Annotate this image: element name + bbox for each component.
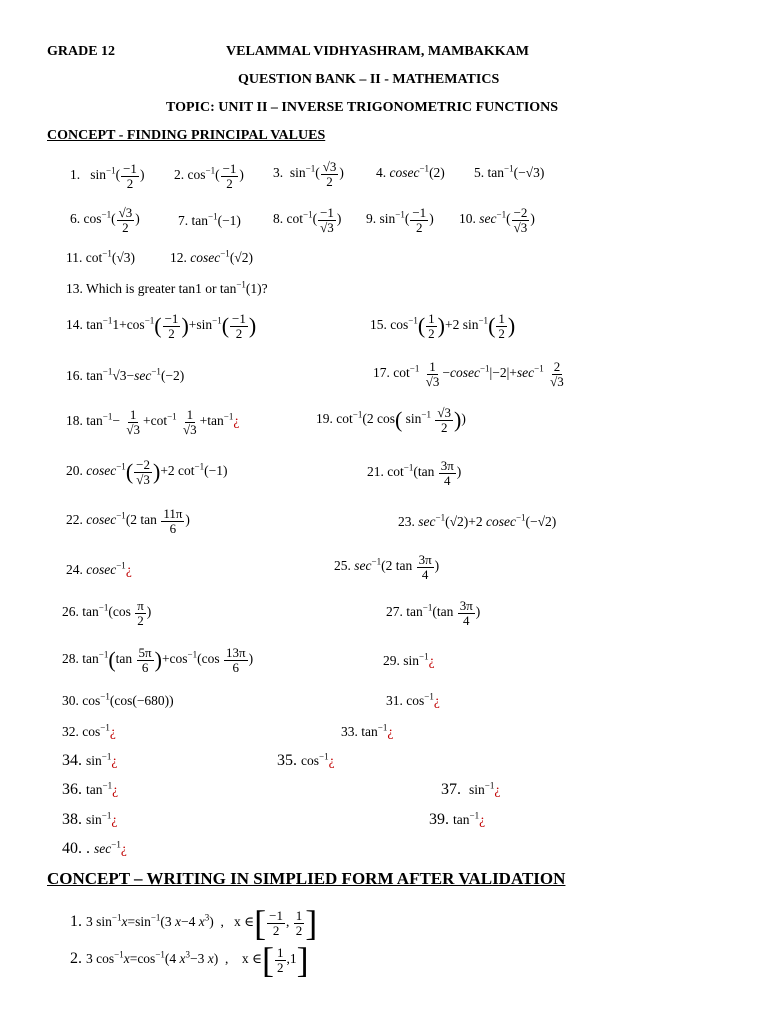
question-3: 3. $\sin^{-1}$( $\frac{√3}{2}$ ) bbox=[273, 159, 344, 189]
question-33: 33. $\tan^{-1}¿$ bbox=[341, 722, 394, 739]
simplify-question-1: 1. 3 $\sin^{-1}x=\sin^{-1}(3$ x−4 $x^3$) , x ∈[ $\frac{-1}{2}$ , $\frac{1}{2}$ ] bbox=[70, 903, 318, 943]
question-36: 36. $\tan^{-1}¿$ bbox=[62, 780, 119, 798]
question-10: 10. $\sec^{-1}$( $\frac{-2}{√3}$ ) bbox=[459, 205, 535, 235]
school-name: VELAMMAL VIDHYASHRAM, MAMBAKKAM bbox=[226, 44, 529, 59]
question-1: 1. $\sin^{-1}$( $\frac{-1}{2}$ ) bbox=[70, 161, 145, 191]
question-19: 19. $\cot^{-1}(2$ cos( $\sin^{-1}$ $\frac{√3}{2}$ )) bbox=[316, 405, 466, 435]
question-35: 35. $\cos^{-1}¿$ bbox=[277, 751, 335, 769]
question-16: 16. $\tan^{-1}√3-\sec^{-1}(-2)$ bbox=[66, 366, 185, 383]
question-28: 28. $\tan^{-1}(\tan$ $\frac{5\pi}{6}$ )$+\cos^{-1}(\cos$ $\frac{13\pi}{6}$ ) bbox=[62, 645, 254, 675]
question-bank-title: QUESTION BANK – II - MATHEMATICS bbox=[238, 72, 500, 87]
question-13: 13. Which is greater tan1 or $\tan^{-1}(1)$? bbox=[66, 279, 268, 296]
question-26: 26. $\tan^{-1}(\cos$ $\frac{\pi}{2}$ ) bbox=[62, 598, 152, 628]
question-15: 15. $\cos^{-1}$( $\frac{1}{2}$ )+2 $\sin^{-1}$( $\frac{1}{2}$ ) bbox=[370, 311, 516, 341]
question-25: 25. $\sec^{-1}(2$ tan $\frac{3\pi}{4}$ ) bbox=[334, 552, 440, 582]
question-30: 30. $\cos^{-1}(\cos(-680))$ bbox=[62, 691, 174, 708]
question-24: 24. cosec$^{-1}$¿ bbox=[66, 560, 132, 577]
question-34: 34. $\sin^{-1}¿$ bbox=[62, 751, 118, 769]
question-2: 2. $\cos^{-1}$( $\frac{-1}{2}$ ) bbox=[174, 161, 244, 191]
question-23: 23. $\sec^{-1}(√2)+2$ cosec$^{-1}$(−√2) bbox=[398, 512, 557, 529]
grade-label: GRADE 12 bbox=[47, 44, 116, 59]
topic-title: TOPIC: UNIT II – INVERSE TRIGONOMETRIC FUNCTIONS bbox=[166, 100, 559, 115]
question-27: 27. $\tan^{-1}(\tan$ $\frac{3\pi}{4}$ ) bbox=[386, 598, 481, 628]
question-20: 20. cosec$^{-1}$( $\frac{-2}{√3}$ )+2 $\cot^{-1}(-1)$ bbox=[66, 457, 228, 487]
question-21: 21. $\cot^{-1}(\tan$ $\frac{3\pi}{4}$ ) bbox=[367, 458, 462, 488]
simplify-question-2: 2. 3 $\cos^{-1}x=\cos^{-1}(4$ $x^3-3$ x) , x ∈[ $\frac{1}{2}$ ,1] bbox=[70, 940, 309, 980]
question-5: 5. $\tan^{-1}(-√3)$ bbox=[474, 163, 545, 180]
question-31: 31. $\cos^{-1}¿$ bbox=[386, 691, 440, 708]
question-17: 17. $\cot^{-1}$ $\frac{1}{√3}$ $-cosec^{-1}|-2|+\sec^{-1}$ $\frac{2}{√3}$ bbox=[373, 359, 564, 389]
question-14: 14. $\tan^{-1}1+\cos^{-1}$( $\frac{-1}{2}$ )$+\sin^{-1}$( $\frac{-1}{2}$ ) bbox=[66, 311, 257, 341]
question-18: 18. $\tan^{-1}-$ $\frac{1}{√3}$ $+\cot^{-1}$ $\frac{1}{√3}$ $+\tan^{-1}¿$ bbox=[66, 407, 240, 437]
section2-title: CONCEPT – WRITING IN SIMPLIED FORM AFTER VALIDATION bbox=[47, 869, 566, 888]
question-32: 32. $\cos^{-1}¿$ bbox=[62, 722, 116, 739]
question-4: 4. cosec$^{-1}$(2) bbox=[376, 163, 445, 180]
question-40: 40. . $\sec^{-1}¿$ bbox=[62, 839, 127, 857]
question-38: 38. $\sin^{-1}¿$ bbox=[62, 810, 118, 828]
question-22: 22. cosec$^{-1}$(2 tan $\frac{11\pi}{6}$ ) bbox=[66, 506, 190, 536]
question-12: 12. cosec$^{-1}$(√2) bbox=[170, 248, 253, 265]
section1-title: CONCEPT - FINDING PRINCIPAL VALUES bbox=[47, 128, 326, 143]
question-29: 29. $\sin^{-1}¿$ bbox=[383, 651, 435, 668]
question-39: 39. $\tan^{-1}¿$ bbox=[429, 810, 486, 828]
question-6: 6. $\cos^{-1}$( $\frac{√3}{2}$ ) bbox=[70, 205, 140, 235]
question-11: 11. $\cot^{-1}(√3)$ bbox=[66, 248, 135, 265]
question-7: 7. $\tan^{-1}(-1)$ bbox=[178, 211, 241, 228]
question-9: 9. $\sin^{-1}$( $\frac{-1}{2}$ ) bbox=[366, 205, 434, 235]
question-37: 37. $\sin^{-1}¿$ bbox=[441, 780, 501, 798]
question-8: 8. $\cot^{-1}$( $\frac{-1}{√3}$ ) bbox=[273, 205, 342, 235]
